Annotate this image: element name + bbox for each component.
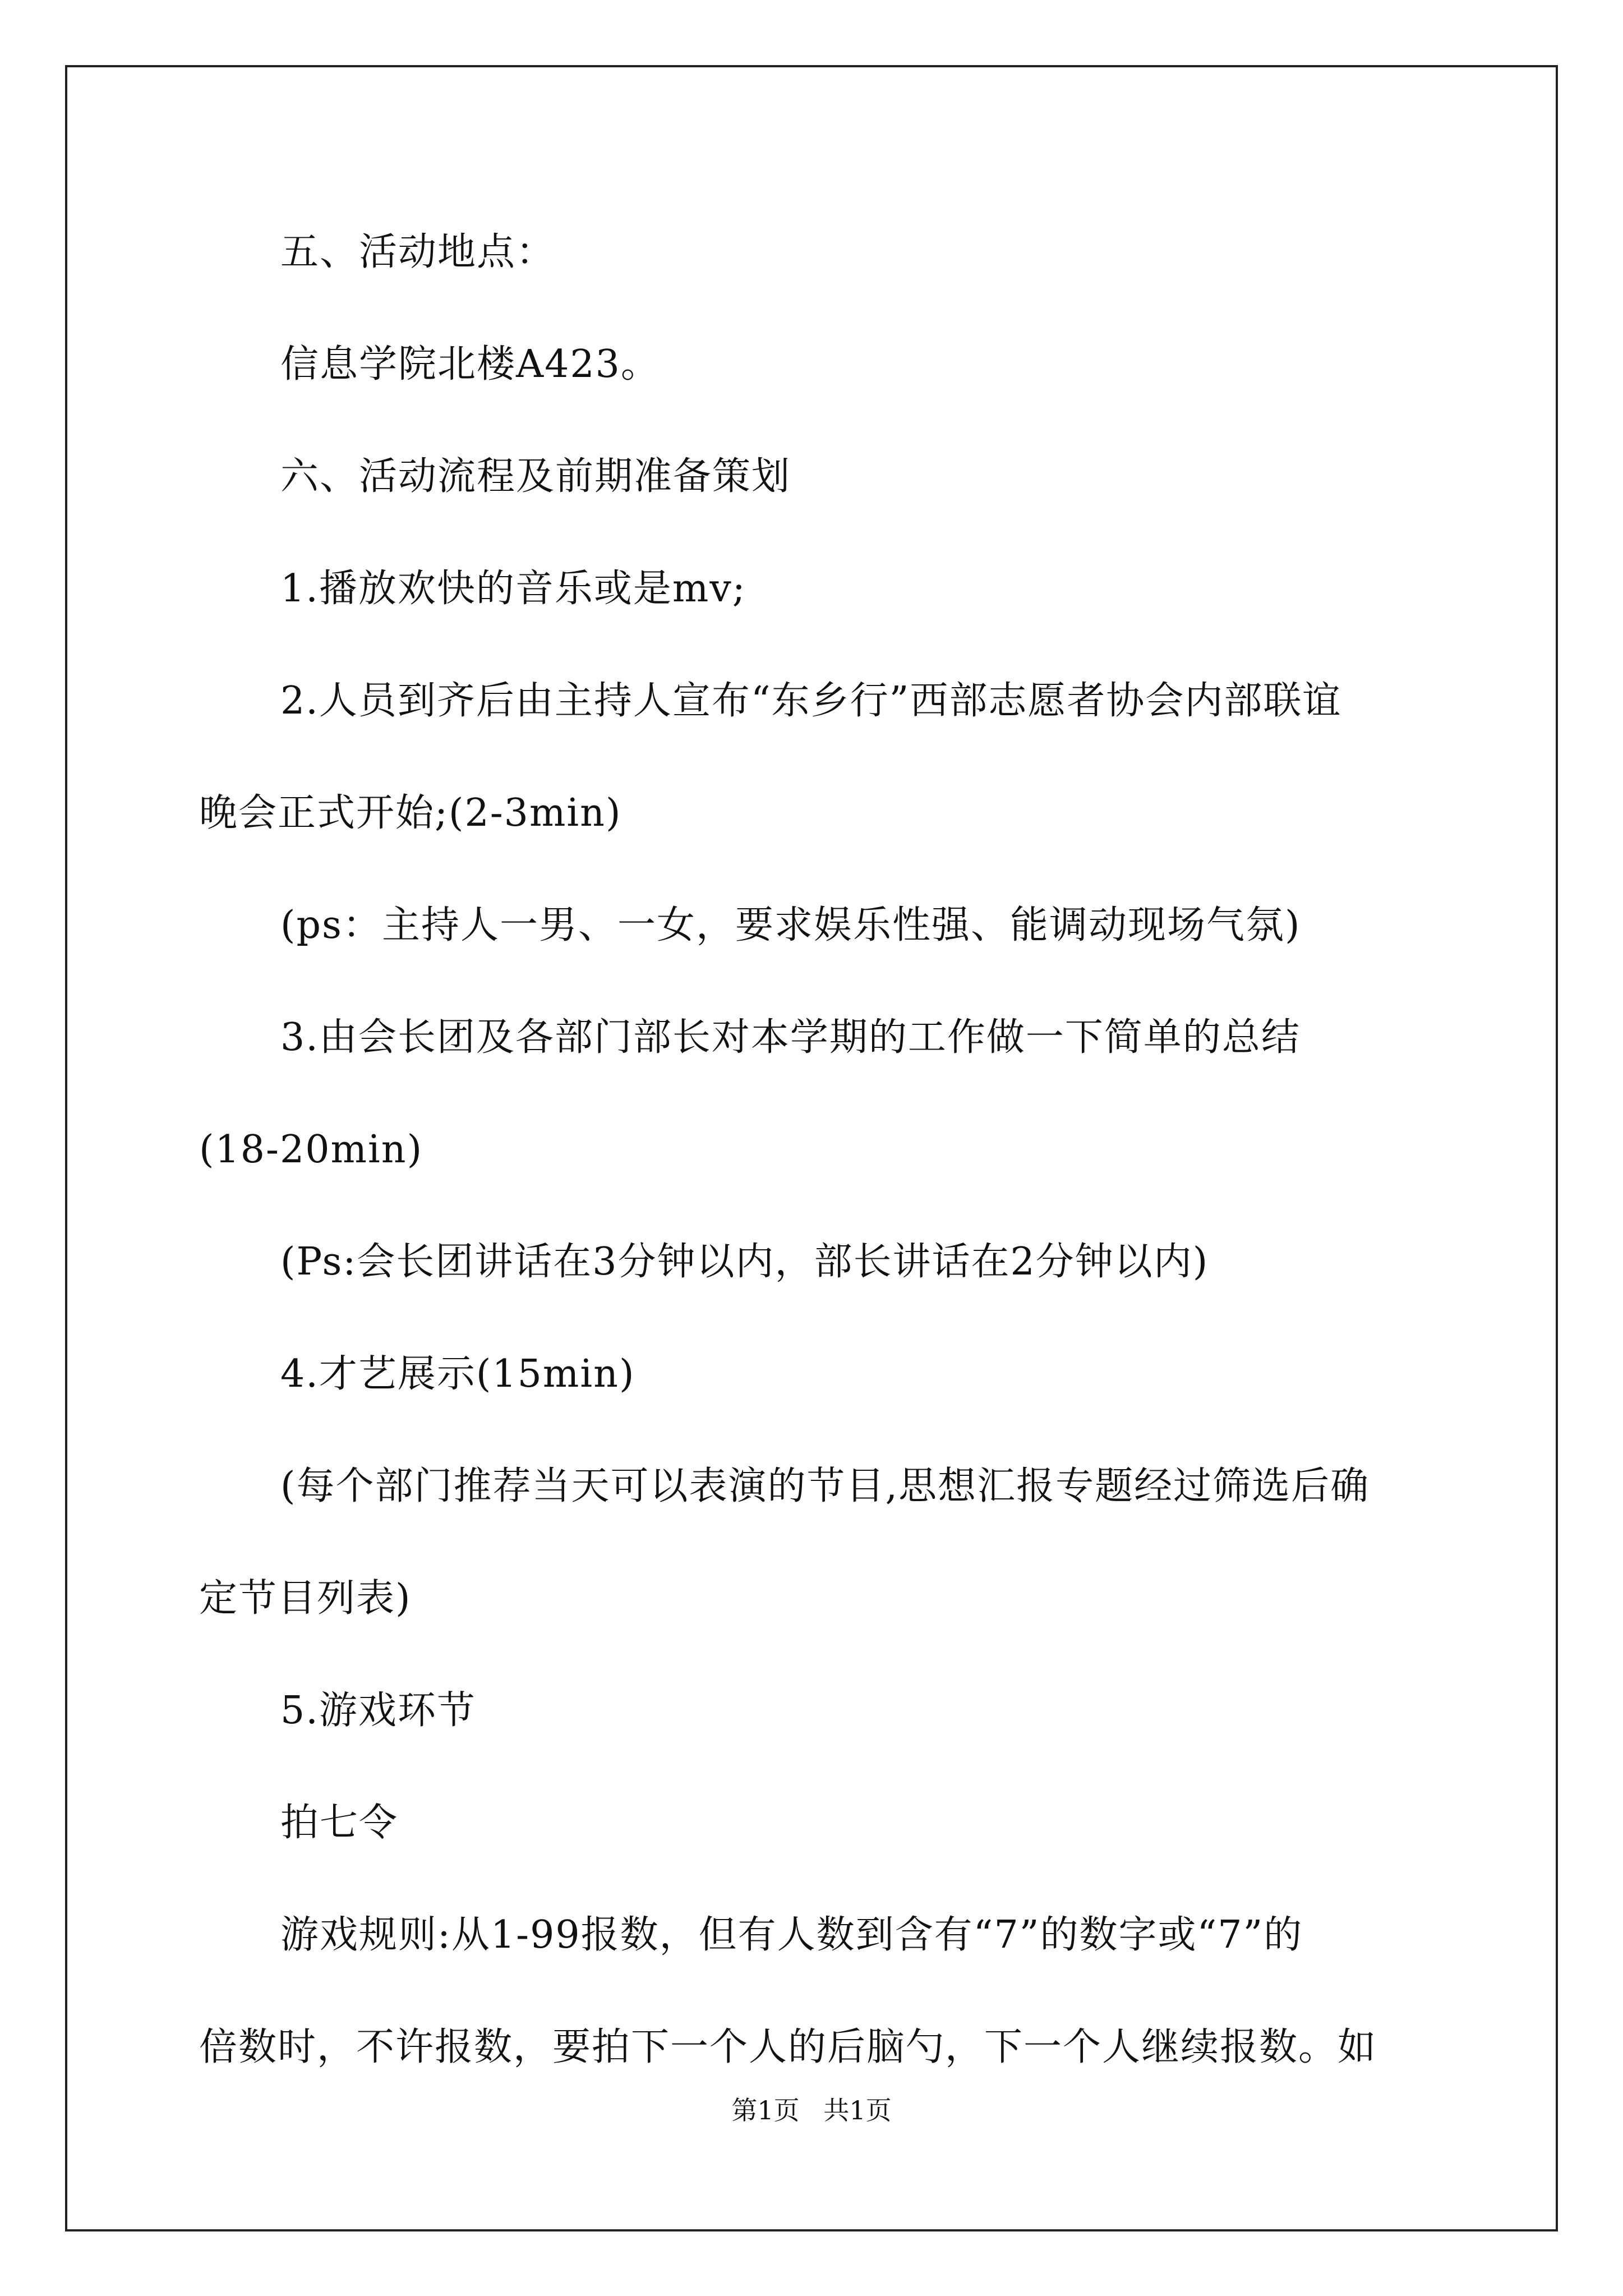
page-footer bbox=[0, 2095, 1623, 2126]
game-rules-line-2: 倍数时，不许报数，要拍下一个人的后脑勺，下一个人继续报数。如 bbox=[199, 2025, 1377, 2069]
section-heading-location: 五、活动地点： bbox=[280, 230, 556, 274]
step-3-note: (Ps:会长团讲话在3分钟以内，部长讲话在2分钟以内) bbox=[280, 1240, 1209, 1284]
page-total: 共1页 bbox=[823, 2095, 892, 2125]
step-2-note: (ps：主持人一男、一女，要求娱乐性强、能调动现场气氛) bbox=[280, 903, 1301, 947]
step-2-line-1: 2.人员到齐后由主持人宣布“东乡行”西部志愿者协会内部联谊 bbox=[280, 679, 1342, 723]
step-4-note-line-1: (每个部门推荐当天可以表演的节目,思想汇报专题经过筛选后确 bbox=[280, 1464, 1370, 1508]
step-4-note-line-2: 定节目列表) bbox=[199, 1576, 412, 1621]
location-text: 信息学院北楼A423。 bbox=[280, 342, 660, 386]
step-2-line-2: 晚会正式开始;(2-3min) bbox=[199, 791, 622, 835]
step-5: 5.游戏环节 bbox=[280, 1688, 476, 1733]
section-heading-process: 六、活动流程及前期准备策划 bbox=[280, 454, 791, 499]
step-1: 1.播放欢快的音乐或是mv; bbox=[280, 567, 746, 611]
step-4: 4.才艺展示(15min) bbox=[280, 1352, 635, 1396]
page-number: 第1页 bbox=[731, 2095, 800, 2125]
game-title: 拍七令 bbox=[280, 1801, 399, 1845]
step-3-line-2: (18-20min) bbox=[199, 1128, 423, 1172]
step-3-line-1: 3.由会长团及各部门部长对本学期的工作做一下简单的总结 bbox=[280, 1015, 1301, 1060]
game-rules-line-1: 游戏规则:从1-99报数，但有人数到含有“7”的数字或“7”的 bbox=[280, 1913, 1303, 1957]
